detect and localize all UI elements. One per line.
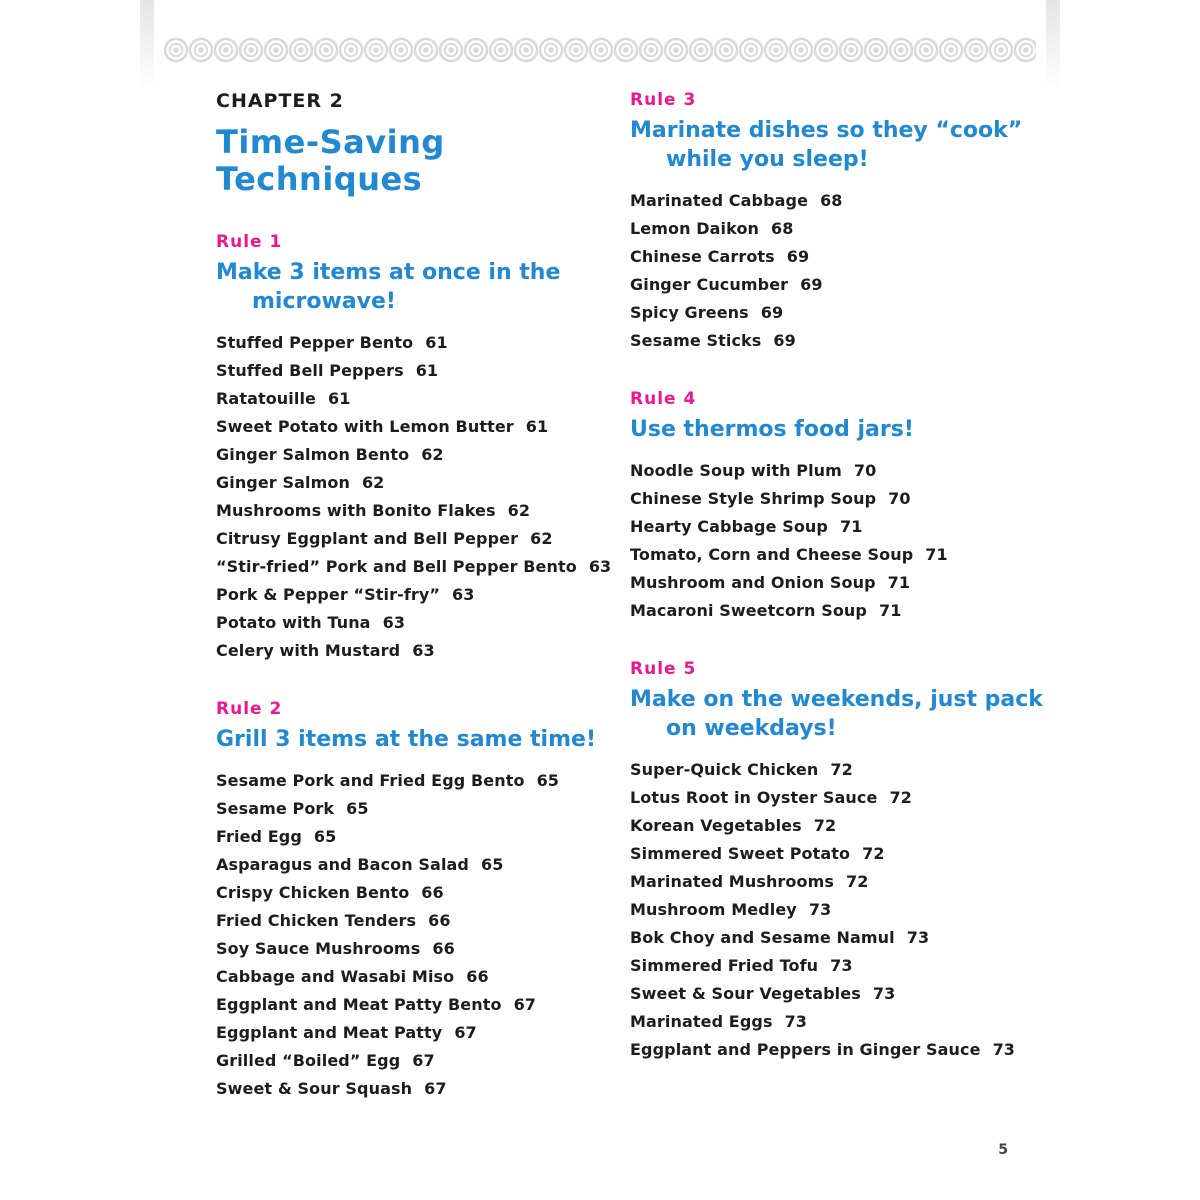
entry-title: Lemon Daikon bbox=[630, 219, 760, 239]
entry-title: Asparagus and Bacon Salad bbox=[216, 854, 469, 874]
entry-page: 61 bbox=[425, 332, 448, 352]
toc-entry bbox=[630, 924, 1048, 952]
entry-title: Hearty Cabbage Soup bbox=[630, 517, 828, 537]
entry-page: 71 bbox=[925, 545, 948, 565]
entry-page: 72 bbox=[846, 872, 869, 892]
entry-page: 73 bbox=[830, 956, 853, 976]
entry-title: Sesame Sticks bbox=[630, 331, 762, 351]
entry-page: 73 bbox=[872, 984, 896, 1004]
entry-page: 70 bbox=[853, 461, 877, 481]
entry-list bbox=[630, 187, 1048, 355]
entry-page: 62 bbox=[507, 500, 531, 520]
entry-list bbox=[216, 767, 604, 1103]
toc-entry bbox=[630, 896, 1048, 924]
entry-title: Sweet Potato with Lemon Butter bbox=[216, 416, 514, 436]
entry-title: Sweet & Sour Vegetables bbox=[630, 984, 861, 1004]
entry-page: 62 bbox=[361, 472, 385, 492]
toc-entry bbox=[630, 513, 1048, 541]
toc-entry bbox=[216, 581, 604, 609]
entry-title: Stuffed Bell Peppers bbox=[216, 360, 404, 380]
entry-title: Ginger Salmon Bento bbox=[216, 444, 410, 464]
toc-entry bbox=[630, 1008, 1048, 1036]
entry-page: 65 bbox=[536, 770, 560, 790]
entry-title: Chinese Style Shrimp Soup bbox=[630, 489, 877, 509]
entry-page: 72 bbox=[830, 760, 853, 780]
toc-entry bbox=[216, 935, 604, 963]
entry-title: Lotus Root in Oyster Sauce bbox=[630, 788, 878, 808]
entry-page: 65 bbox=[480, 854, 504, 874]
toc-entry bbox=[630, 569, 1048, 597]
entry-page: 61 bbox=[328, 388, 351, 408]
toc-entry bbox=[630, 840, 1048, 868]
toc-entry bbox=[630, 327, 1048, 355]
entry-title: Eggplant and Peppers in Ginger Sauce bbox=[630, 1040, 981, 1060]
toc-entry bbox=[216, 329, 604, 357]
toc-entry bbox=[216, 963, 604, 991]
entry-title: Sweet & Sour Squash bbox=[216, 1078, 413, 1098]
toc-entry bbox=[216, 851, 604, 879]
entry-page: 68 bbox=[820, 191, 843, 211]
entry-page: 70 bbox=[888, 489, 911, 509]
toc-entry bbox=[630, 868, 1048, 896]
toc-entry bbox=[630, 597, 1048, 625]
entry-page: 67 bbox=[454, 1022, 477, 1042]
toc-entry bbox=[630, 187, 1048, 215]
rule-label: Rule 4 bbox=[630, 389, 697, 410]
entry-page: 69 bbox=[760, 303, 784, 323]
chapter-title: Time-Saving Techniques bbox=[216, 123, 445, 198]
toc-entry bbox=[630, 1036, 1048, 1064]
entry-title: Cabbage and Wasabi Miso bbox=[216, 966, 455, 986]
toc-entry bbox=[630, 756, 1048, 784]
toc-entry bbox=[216, 525, 604, 553]
toc-entry bbox=[216, 1019, 604, 1047]
entry-page: 67 bbox=[412, 1050, 435, 1070]
entry-page: 73 bbox=[784, 1012, 808, 1032]
entry-page: 67 bbox=[424, 1078, 447, 1098]
entry-page: 66 bbox=[421, 882, 444, 902]
entry-page: 61 bbox=[415, 360, 439, 380]
toc-section bbox=[216, 699, 604, 1103]
toc-entry bbox=[630, 299, 1048, 327]
entry-title: Noodle Soup with Plum bbox=[630, 461, 842, 481]
entry-title: Macaroni Sweetcorn Soup bbox=[630, 601, 867, 621]
entry-page: 71 bbox=[878, 601, 902, 621]
toc-entry bbox=[630, 784, 1048, 812]
entry-page: 66 bbox=[428, 910, 451, 930]
entry-title: Mushroom and Onion Soup bbox=[630, 573, 876, 593]
section-heading: Use thermos food jars! bbox=[630, 417, 914, 443]
entry-title: Mushroom Medley bbox=[630, 900, 797, 920]
entry-page: 65 bbox=[313, 826, 337, 846]
toc-entry bbox=[630, 457, 1048, 485]
toc-entry bbox=[216, 609, 604, 637]
entry-title: Simmered Fried Tofu bbox=[630, 956, 819, 976]
entry-page: 69 bbox=[773, 331, 796, 351]
entry-page: 71 bbox=[839, 517, 863, 537]
toc-entry bbox=[216, 795, 604, 823]
entry-list bbox=[216, 329, 612, 665]
toc-entry bbox=[216, 879, 604, 907]
entry-page: 71 bbox=[887, 573, 911, 593]
entry-page: 63 bbox=[382, 612, 406, 632]
toc-entry bbox=[216, 767, 604, 795]
entry-list bbox=[630, 756, 1048, 1064]
entry-title: Fried Egg bbox=[216, 826, 302, 846]
entry-title: Ratatouille bbox=[216, 388, 316, 408]
left-column bbox=[216, 90, 612, 1137]
entry-title: Grilled “Boiled” Egg bbox=[216, 1050, 401, 1070]
entry-page: 73 bbox=[992, 1040, 1016, 1060]
toc-entry bbox=[630, 271, 1048, 299]
toc-entry bbox=[216, 357, 604, 385]
entry-page: 72 bbox=[889, 788, 912, 808]
toc-section bbox=[630, 389, 1048, 625]
entry-title: Citrusy Eggplant and Bell Pepper bbox=[216, 528, 519, 548]
right-column bbox=[630, 90, 1048, 1137]
toc-entry bbox=[630, 485, 1048, 513]
entry-title: Marinated Eggs bbox=[630, 1012, 773, 1032]
section-heading: Marinate dishes so they “cook” while you sleep! bbox=[630, 118, 1023, 173]
entry-page: 63 bbox=[412, 640, 435, 660]
entry-title: Ginger Salmon bbox=[216, 472, 350, 492]
toc-entry bbox=[630, 812, 1048, 840]
entry-page: 63 bbox=[452, 584, 475, 604]
toc-entry bbox=[216, 413, 604, 441]
toc-section bbox=[630, 659, 1048, 1064]
entry-title: Eggplant and Meat Patty Bento bbox=[216, 994, 502, 1014]
entry-list bbox=[630, 457, 1048, 625]
entry-page: 62 bbox=[530, 528, 553, 548]
entry-page: 73 bbox=[906, 928, 930, 948]
rule-label: Rule 1 bbox=[216, 231, 283, 252]
entry-title: Soy Sauce Mushrooms bbox=[216, 938, 421, 958]
entry-title: Celery with Mustard bbox=[216, 640, 401, 660]
toc-entry bbox=[216, 991, 604, 1019]
chapter-label: CHAPTER 2 bbox=[216, 90, 344, 112]
section-heading: Make 3 items at once in the microwave! bbox=[216, 259, 561, 314]
toc-entry bbox=[630, 215, 1048, 243]
entry-title: Simmered Sweet Potato bbox=[630, 844, 851, 864]
toc-entry bbox=[216, 637, 604, 665]
lace-border-decoration bbox=[164, 36, 1036, 64]
entry-page: 69 bbox=[800, 275, 823, 295]
entry-title: Eggplant and Meat Patty bbox=[216, 1022, 443, 1042]
toc-entry bbox=[630, 980, 1048, 1008]
entry-title: “Stir-fried” Pork and Bell Pepper Bento bbox=[216, 556, 577, 576]
toc-entry bbox=[216, 1047, 604, 1075]
toc-section bbox=[216, 231, 612, 665]
entry-page: 68 bbox=[771, 219, 794, 239]
entry-title: Super-Quick Chicken bbox=[630, 760, 819, 780]
toc-entry bbox=[630, 541, 1048, 569]
toc-entry bbox=[216, 469, 604, 497]
toc-section bbox=[630, 90, 1048, 355]
toc-entry bbox=[216, 497, 604, 525]
toc-entry bbox=[216, 823, 604, 851]
entry-page: 73 bbox=[808, 900, 832, 920]
entry-title: Marinated Mushrooms bbox=[630, 872, 835, 892]
toc-entry bbox=[630, 243, 1048, 271]
toc-entry bbox=[216, 907, 604, 935]
scan-edge-shade-right bbox=[1046, 0, 1060, 90]
entry-title: Pork & Pepper “Stir-fry” bbox=[216, 584, 441, 604]
entry-title: Korean Vegetables bbox=[630, 816, 802, 836]
rule-label: Rule 3 bbox=[630, 90, 697, 110]
entry-page: 72 bbox=[862, 844, 885, 864]
section-heading: Grill 3 items at the same time! bbox=[216, 726, 596, 752]
entry-page: 66 bbox=[432, 938, 455, 958]
rule-label: Rule 5 bbox=[630, 659, 697, 680]
entry-page: 65 bbox=[346, 798, 369, 818]
toc-entry bbox=[216, 553, 612, 581]
entry-title: Ginger Cucumber bbox=[630, 275, 789, 295]
entry-page: 69 bbox=[786, 247, 810, 267]
rule-label: Rule 2 bbox=[216, 698, 283, 719]
entry-title: Spicy Greens bbox=[630, 303, 749, 323]
scan-edge-shade-left bbox=[140, 0, 154, 90]
entry-title: Sesame Pork and Fried Egg Bento bbox=[216, 770, 525, 790]
toc-entry bbox=[216, 441, 604, 469]
toc-content bbox=[216, 90, 1048, 1137]
entry-page: 67 bbox=[513, 994, 537, 1014]
entry-title: Stuffed Pepper Bento bbox=[216, 332, 414, 352]
section-heading: Make on the weekends, just pack on weekdays! bbox=[630, 687, 1043, 742]
entry-title: Bok Choy and Sesame Namul bbox=[630, 928, 895, 948]
page-number: 5 bbox=[998, 1142, 1008, 1158]
entry-page: 62 bbox=[421, 444, 444, 464]
entry-title: Potato with Tuna bbox=[216, 612, 371, 632]
toc-entry bbox=[216, 1075, 604, 1103]
entry-title: Fried Chicken Tenders bbox=[216, 910, 417, 930]
entry-title: Chinese Carrots bbox=[630, 247, 775, 267]
entry-title: Mushrooms with Bonito Flakes bbox=[216, 500, 496, 520]
entry-title: Crispy Chicken Bento bbox=[216, 882, 410, 902]
toc-entry bbox=[630, 952, 1048, 980]
toc-entry bbox=[216, 385, 604, 413]
entry-title: Marinated Cabbage bbox=[630, 191, 809, 211]
entry-page: 72 bbox=[813, 816, 837, 836]
entry-title: Sesame Pork bbox=[216, 798, 335, 818]
entry-page: 63 bbox=[588, 556, 612, 576]
entry-title: Tomato, Corn and Cheese Soup bbox=[630, 545, 914, 565]
entry-page: 66 bbox=[466, 966, 489, 986]
entry-page: 61 bbox=[525, 416, 549, 436]
